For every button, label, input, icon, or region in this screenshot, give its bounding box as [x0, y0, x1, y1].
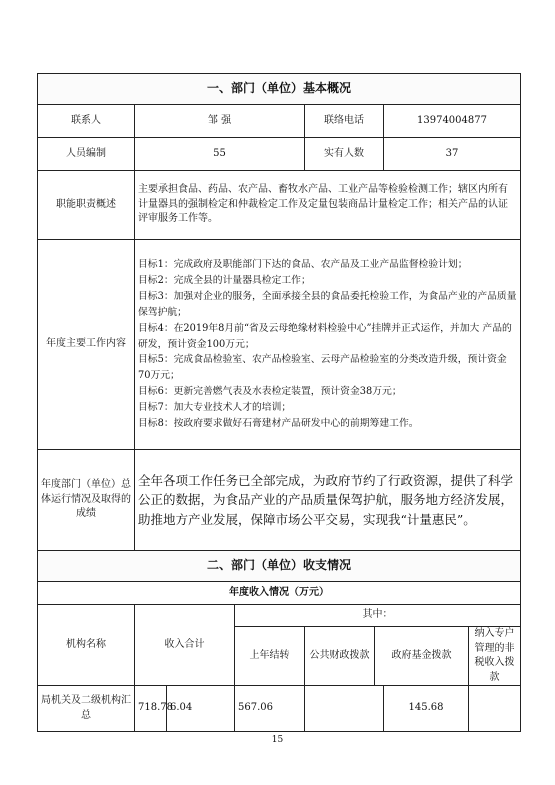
public-finance-cell: 567.06: [235, 686, 305, 732]
section-title-overview: 一、部门（单位）基本概况: [38, 74, 521, 105]
phone-value: 13974004877: [384, 105, 521, 138]
results-label: 年度部门（单位）总体运行情况及取得的成绩: [38, 450, 135, 551]
goals-label: 年度主要工作内容: [38, 240, 135, 450]
actual-staff-value: 37: [384, 138, 521, 171]
document-frame: [37, 73, 520, 732]
goal-item: 目标6：更新完善燃气表及水表检定装置，预计资金38万元；: [138, 386, 402, 398]
among-header: 其中：: [235, 605, 521, 627]
goal-item: 目标3：加强对企业的服务，全面承接全县的食品委托检验工作，为食品产业的产品质量保驾护航；: [138, 290, 517, 318]
goal-item: 目标2：完成全县的计量器具检定工作；: [138, 275, 311, 287]
table-row: [38, 686, 521, 732]
duties-text: 主要承担食品、药品、农产品、畜牧水产品、工业产品等检验检测工作；辖区内所有计量器具的强制检定和仲裁检定工作及定量包装商品计量检定工作；相关产品的认证评审服务工作等。: [135, 171, 521, 240]
duties-label: 职能职责概述: [38, 171, 135, 240]
staff-value: 55: [135, 138, 305, 171]
phone-label: 联络电话: [305, 105, 384, 138]
carryover-cell: 6.04: [167, 686, 235, 732]
section-title-income-expense: 二、部门（单位）收支情况: [38, 551, 521, 582]
nontax-cell: 145.68: [384, 686, 469, 732]
contact-value: 邹 强: [135, 105, 305, 138]
goal-item: 目标4：在2019年8月前“省及云母绝缘材料检验中心”挂牌并正式运作，并加大 产品的研发，预计资金100万元；: [138, 322, 512, 350]
nontax-header: 纳入专户管理的非税收入拨款: [469, 627, 521, 686]
overview-table: [37, 73, 521, 732]
income-total-header: 收入合计: [135, 605, 235, 686]
public-finance-header: 公共财政拨款: [305, 627, 375, 686]
income-table-title: 年度收入情况（万元）: [38, 582, 521, 605]
carryover-header: 上年结转: [235, 627, 305, 686]
goal-item: 目标1：完成政府及职能部门下达的食品、农产品及工业产品监督检验计划；: [138, 259, 468, 271]
page-number: 15: [271, 735, 284, 745]
income-total-cell: 718.78: [135, 686, 167, 732]
gov-fund-header: 政府基金拨款: [375, 627, 469, 686]
goal-item: 目标8：按政府要求做好石膏建材产品研发中心的前期筹建工作。: [138, 417, 419, 429]
staff-label: 人员编制: [38, 138, 135, 171]
org-name-cell: 局机关及二级机构汇总: [38, 686, 135, 732]
goals-list: [135, 240, 521, 450]
other-income-cell: [469, 686, 521, 732]
org-name-header: 机构名称: [38, 605, 135, 686]
gov-fund-cell: [305, 686, 384, 732]
actual-staff-label: 实有人数: [305, 138, 384, 171]
goal-item: 目标7：加大专业技术人才的培训；: [138, 402, 292, 413]
contact-label: 联系人: [38, 105, 135, 138]
results-text: 全年各项工作任务已全部完成，为政府节约了行政资源，提供了科学公正的数据，为食品产业的产品质量保驾护航，服务地方经济发展，助推地方产业发展，保障市场公平交易，实现我“计量惠民”。: [135, 450, 521, 551]
goal-item: 目标5：完成食品检验室、农产品检验室、云母产品检验室的分类改造升级，预计资金70万元；: [138, 354, 507, 382]
